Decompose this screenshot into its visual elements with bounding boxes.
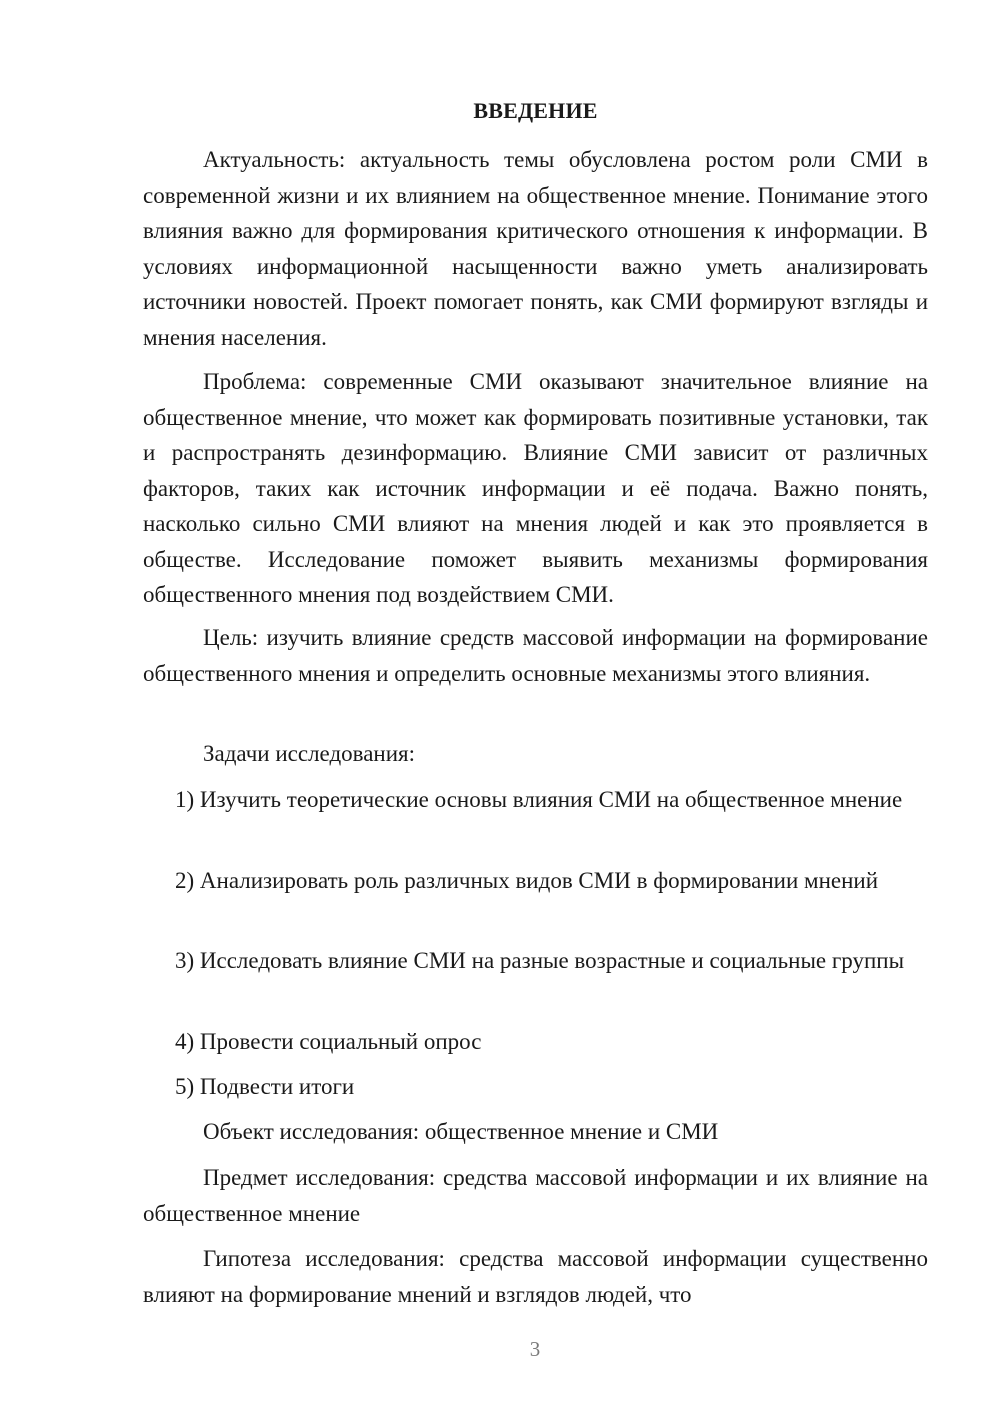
task-item-4: 4) Провести социальный опрос — [175, 1029, 482, 1054]
relevance-paragraph: Актуальность: актуальность темы обусловлена ростом роли СМИ в современной жизни и их влиянием на общественное мнение. Понимание этого влияния важно для формирования критического отношения к информации. В условиях информационной насыщенности важно уметь анализировать источники новостей. Проект помогает понять, как СМИ формируют взгляды и мнения населения. — [143, 147, 928, 350]
object-paragraph: Объект исследования: общественное мнение и СМИ — [203, 1119, 719, 1144]
tasks-title: Задачи исследования: — [203, 741, 416, 766]
task-item-3: 3) Исследовать влияние СМИ на разные возрастные и социальные группы — [175, 948, 905, 973]
problem-paragraph: Проблема: современные СМИ оказывают значительное влияние на общественное мнение, что может как формировать позитивные установки, так и распространять дезинформацию. Влияние СМИ зависит от различных факторов, таких как источник информации и её подача. Важно понять, насколько сильно СМИ влияют на мнения людей и как это проявляется в обществе. Исследование поможет выявить механизмы формирования общественного мнения под воздействием СМИ. — [143, 369, 928, 607]
task-item-2: 2) Анализировать роль различных видов СМИ в формировании мнений — [175, 868, 879, 893]
subject-paragraph: Предмет исследования: средства массовой информации и их влияние на общественное мнение — [143, 1165, 928, 1226]
hypothesis-paragraph: Гипотеза исследования: средства массовой информации существенно влияют на формирование мнений и взглядов людей, что — [143, 1246, 928, 1307]
task-item-1: 1) Изучить теоретические основы влияния СМИ на общественное мнение — [175, 787, 903, 812]
goal-paragraph: Цель: изучить влияние средств массовой информации на формирование общественного мнения и определить основные механизмы этого влияния. — [143, 625, 928, 686]
task-item-5: 5) Подвести итоги — [175, 1074, 355, 1099]
page-title: ВВЕДЕНИЕ — [473, 98, 598, 123]
page-number: 3 — [529, 1337, 541, 1361]
